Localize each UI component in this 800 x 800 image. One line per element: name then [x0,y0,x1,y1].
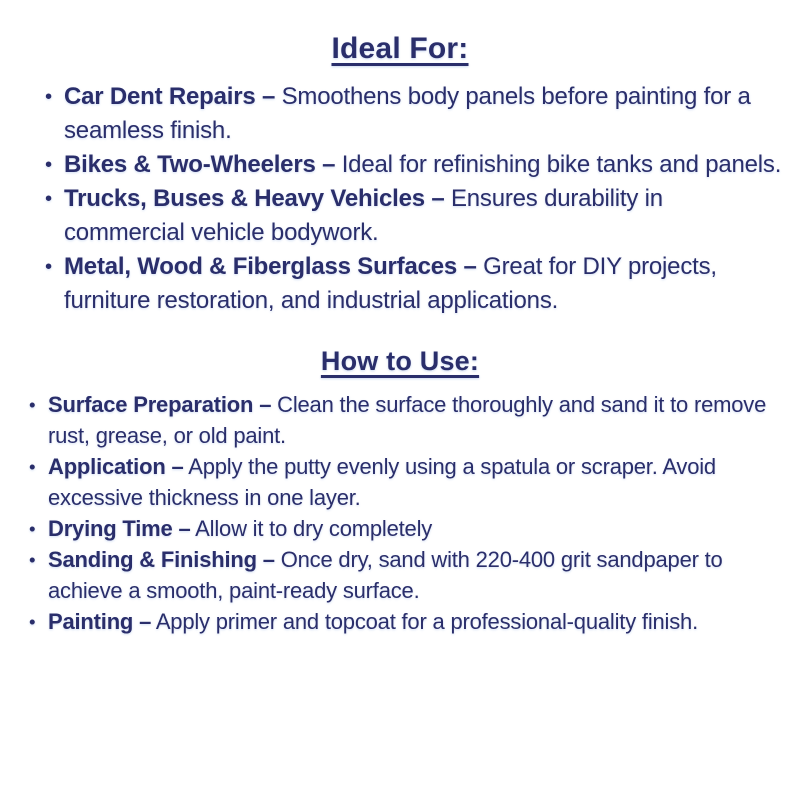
list-item [29,606,780,637]
list-item [29,544,780,606]
item-text: Clean the surface thoroughly and sand it to remove rust, grease, or old paint. [48,392,767,448]
item-lead: Drying Time – [48,516,191,541]
item-lead: Trucks, Buses & Heavy Vehicles – [64,185,445,212]
bullet-icon: • [29,456,36,477]
bullet-icon: • [29,394,36,415]
item-lead: Painting – [48,609,152,634]
list-item [45,182,782,250]
list-item [45,148,782,182]
list-item [45,250,782,318]
list-item [29,451,780,513]
item-lead: Metal, Wood & Fiberglass Surfaces – [64,253,477,280]
bullet-icon: • [29,549,36,570]
ideal-for-list [0,80,782,318]
section-heading-ideal-for: Ideal For: [331,32,469,65]
item-text: Smoothens body panels before painting for a seamless finish. [64,83,751,144]
list-item [29,389,780,451]
item-text: Apply primer and topcoat for a professional-quality finish. [151,609,698,634]
item-text: Once dry, sand with 220-400 grit sandpaper to achieve a smooth, paint-ready surface. [48,547,723,603]
how-to-use-list [0,389,780,637]
item-text: Ideal for refinishing bike tanks and panels. [335,151,782,178]
item-lead: Bikes & Two-Wheelers – [64,151,336,178]
item-lead: Application – [48,454,184,479]
list-item [45,80,782,148]
item-lead: Surface Preparation – [48,392,272,417]
section-heading-how-to-use: How to Use: [320,346,480,376]
item-text: Great for DIY projects, furniture restoration, and industrial applications. [64,253,717,314]
bullet-icon: • [45,256,52,278]
bullet-icon: • [29,518,36,539]
bullet-icon: • [45,154,52,176]
bullet-icon: • [45,188,52,210]
item-text: Allow it to dry completely [190,516,433,541]
item-lead: Sanding & Finishing – [48,547,275,572]
item-lead: Car Dent Repairs – [64,83,276,110]
item-text: Apply the putty evenly using a spatula or scraper. Avoid excessive thickness in one layer. [48,454,716,510]
bullet-icon: • [29,611,36,632]
item-text: Ensures durability in commercial vehicle bodywork. [64,185,663,246]
bullet-icon: • [45,86,52,108]
list-item [29,513,780,544]
